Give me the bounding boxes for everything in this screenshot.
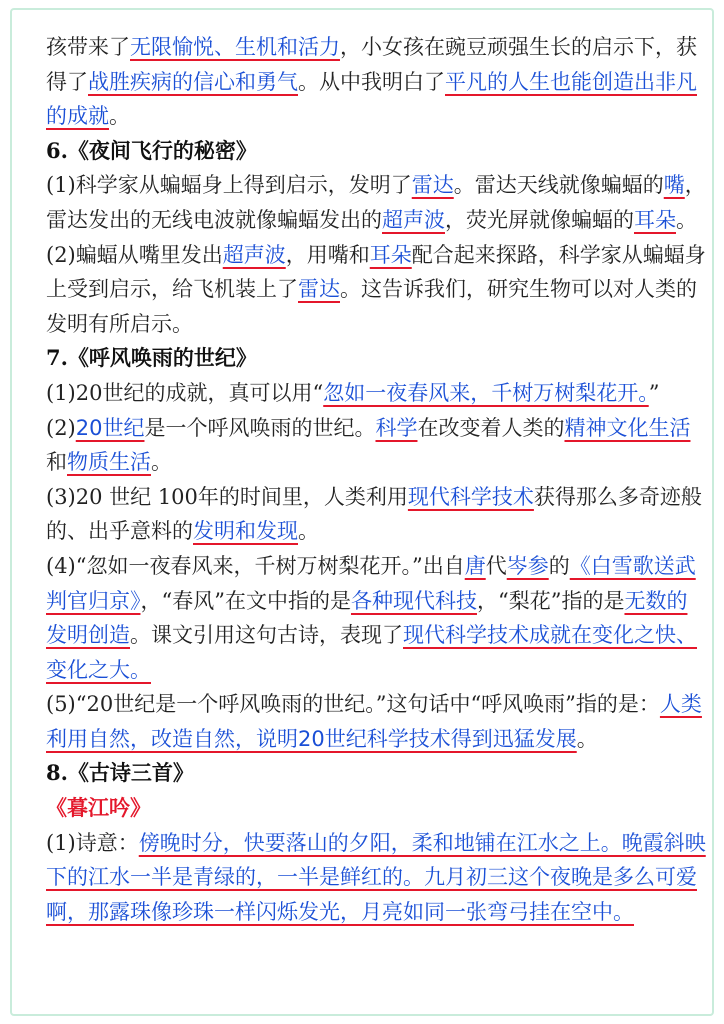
answer-text: 平凡的人生也能创造出非凡的成就 (46, 69, 697, 129)
section-heading: 6.《夜间飞行的秘密》 (46, 137, 257, 163)
note-text: 代 (485, 553, 507, 578)
answer-text: 无限愉悦、生机和活力 (130, 35, 340, 59)
note-text: 和 (46, 450, 67, 475)
note-text: ，小女孩在豌豆顽强生长的启示下，获得了 (46, 35, 697, 94)
note-text: 的 (548, 553, 570, 578)
note-text: 。 (151, 450, 172, 475)
note-text: (4)“忽如一夜春风来，千树万树梨花开。”出自 (46, 553, 465, 578)
answer-text: 各种现代科技 (350, 588, 477, 613)
note-text: 获得那么多奇迹般的、出乎意料的 (46, 484, 702, 544)
note-text: ，荧光屏就像蝙蝠的 (445, 207, 634, 232)
answer-text: 科学 (375, 415, 418, 440)
note-text: (1)诗意： (46, 830, 139, 855)
note-paragraph (46, 480, 706, 549)
answer-text: 现代科学技术成就在变化之快、变化之大。 (46, 623, 697, 682)
note-paragraph (46, 826, 706, 930)
answer-text: 超声波 (222, 242, 286, 267)
note-text: 。从中我明白了 (298, 69, 445, 94)
note-text: 孩带来了 (46, 35, 130, 59)
answer-text: 傍晚时分，快要落山的夕阳，柔和地铺在江水之上。晚霞斜映下的江水一半是青绿的，一半是鲜红的。九月初三这个夜晚是多么可爱啊，那露珠像珍珠一样闪烁发光，月亮如同一张弯弓挂在空中。 (46, 830, 706, 924)
note-text: (2) (46, 415, 76, 440)
answer-text: 20世纪 (75, 415, 145, 440)
answer-text: 无数的发明创造 (46, 588, 688, 648)
answer-text: 忽如一夜春风来，千树万树梨花开。 (323, 380, 649, 405)
answer-text: 人类利用自然，改造自然，说明20世纪科学技术得到迅猛发展 (46, 692, 702, 751)
answer-text: 嘴 (663, 173, 685, 198)
answer-text: 现代科学技术 (407, 484, 534, 509)
note-text: 。雷达天线就像蝙蝠的 (453, 173, 664, 198)
note-text: ，雷达发出的无线电波就像蝙蝠发出的 (46, 173, 706, 232)
note-text: 。这告诉我们，研究生物可以对人类的发明有所启示。 (46, 277, 697, 336)
note-text: (1)科学家从蝙蝠身上得到启示，发明了 (46, 173, 412, 198)
note-paragraph (46, 411, 706, 480)
answer-text: 耳朵 (634, 207, 676, 232)
answer-text: 发明和发现 (193, 519, 298, 544)
answer-text: 唐 (464, 553, 486, 578)
note-text: 。 (109, 104, 130, 129)
note-paragraph (46, 30, 706, 134)
note-text: 是一个呼风唤雨的世纪。 (144, 415, 376, 440)
note-text: 。课文引用这句古诗，表现了 (130, 623, 403, 648)
answer-text: 岑参 (506, 553, 549, 578)
note-text: ，“春风”在文中指的是 (140, 588, 351, 613)
answer-text: 超声波 (382, 207, 445, 232)
note-text: (1)20世纪的成就，真可以用“ (46, 380, 324, 405)
note-text: ，用嘴和 (285, 242, 370, 267)
answer-text: 精神文化生活 (564, 415, 691, 440)
poem-title: 《暮江吟》 (46, 795, 151, 821)
note-text: 在改变着人类的 (417, 415, 565, 440)
note-text: (3)20 世纪 100年的时间里，人类利用 (46, 484, 408, 509)
answer-text: 雷达 (298, 277, 340, 302)
answer-text: 《白雪歌送武判官归京》 (46, 553, 696, 613)
note-text: 。 (298, 519, 319, 544)
note-text: (2)蝙蝠从嘴里发出 (46, 242, 223, 267)
note-text: (5)“20世纪是一个呼风唤雨的世纪。”这句话中“呼风唤雨”指的是： (46, 692, 660, 717)
section-heading: 8.《古诗三首》 (46, 760, 194, 786)
section-heading: 7.《呼风唤雨的世纪》 (46, 345, 257, 371)
answer-text: 物质生活 (67, 450, 151, 475)
page-frame (10, 8, 714, 1016)
study-notes (46, 30, 706, 929)
note-paragraph (46, 549, 706, 687)
note-paragraph (46, 376, 706, 411)
note-text: 。 (576, 726, 598, 751)
answer-text: 战胜疾病的信心和勇气 (88, 69, 298, 94)
note-text: ” (648, 380, 660, 405)
note-text: ，“梨花”指的是 (476, 588, 625, 613)
note-text: 配合起来探路，科学家从蝙蝠身上受到启示，给飞机装上了 (46, 242, 706, 302)
note-text: 。 (676, 207, 697, 232)
answer-text: 雷达 (411, 173, 454, 198)
note-paragraph (46, 687, 706, 756)
note-paragraph (46, 168, 706, 237)
note-paragraph (46, 238, 706, 342)
answer-text: 耳朵 (369, 242, 412, 267)
